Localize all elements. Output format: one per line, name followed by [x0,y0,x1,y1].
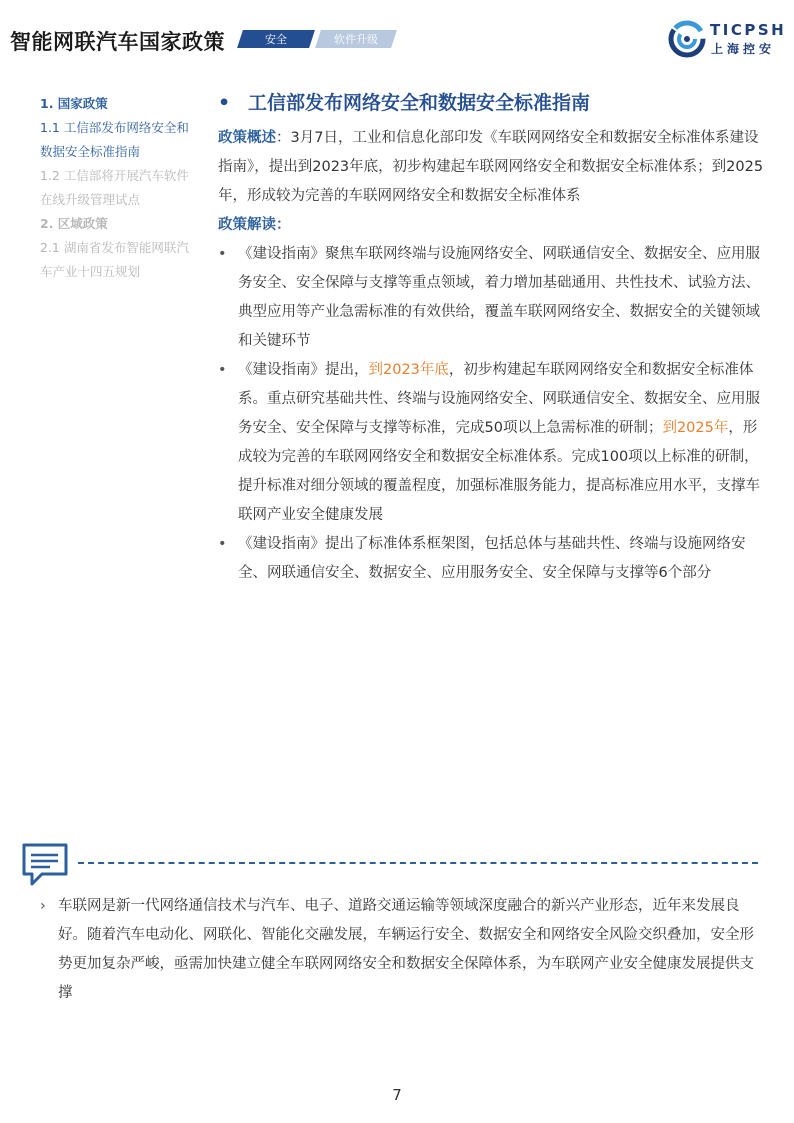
toc-item-2-1-cont[interactable]: 车产业十四五规划 [40,264,141,279]
heading-bullet: • [218,92,231,114]
toc-item-1-2-cont[interactable]: 在线升级管理试点 [40,192,141,207]
toc-item-regional-policy[interactable]: 2. 区域政策 [40,216,108,231]
toc-item-national-policy[interactable]: 1. 国家政策 [40,96,108,111]
interpret-label: 政策解读 [218,217,276,233]
toc-item-1-1[interactable]: 1.1 工信部发布网络安全和 [40,120,189,135]
bullet-3-text: 《建设指南》提出了标准体系框架图，包括总体与基础共性、终端与设施网络安全、网联通信安全、数据安全、应用服务安全、安全保障与支撑等6个部分 [238,536,746,581]
tab-software-upgrade-label: 软件升级 [334,33,378,46]
summary-note [40,892,760,1008]
bullet-2-part-1: 《建设指南》提出， [238,362,369,378]
section-title-text: 工信部发布网络安全和数据安全标准指南 [248,92,591,114]
bullet-1-text: 《建设指南》聚焦车联网终端与设施网络安全、网联通信安全、数据安全、应用服务安全、安全保障与支撑等重点领域，着力增加基础通用、共性技术、试验方法、典型应用等产业急需标准的有效供给，覆盖车联网网络安全、数据安全的关键领域和关键环节 [238,246,760,349]
list-item [218,240,766,356]
page-header [0,0,794,80]
interpret-colon: ： [276,217,291,233]
table-of-contents [40,92,200,284]
overview-text: ：3月7日，工业和信息化部印发《车联网网络安全和数据安全标准体系建设指南》，提出到2023年底，初步构建起车联网网络安全和数据安全标准体系；到2025年，形成较为完善的车联网网络安全和数据安全标准体系 [218,130,764,204]
policy-interpretation-heading [218,211,766,240]
overview-label: 政策概述 [218,130,276,146]
interpretation-list [218,240,766,588]
bullet-2-part-3: ，形成较为完善的车联网网络安全和数据安全标准体系。完成100项以上标准的研制，提升标准对细分领域的覆盖程度，加强标准服务能力，提高标准应用水平，支撑车联网产业安全健康发展 [238,420,760,523]
toc-item-1-2[interactable]: 1.2 工信部将开展汽车软件 [40,168,189,183]
chevron-right-icon: › [40,898,46,914]
logo-text-cn: 上海控安 [711,42,776,56]
list-item [218,530,766,588]
list-item [218,356,766,530]
tab-security-label: 安全 [265,33,287,46]
tic-logo-icon [668,20,706,58]
highlight-2023: 到2023年底 [368,362,449,378]
document-title: 智能网联汽车国家政策 [10,30,225,54]
toc-item-1-1-cont[interactable]: 数据安全标准指南 [40,144,141,159]
tab-security[interactable] [237,30,315,48]
main-content [218,88,766,588]
toc-item-2-1[interactable]: 2.1 湖南省发布智能网联汽 [40,240,189,255]
tab-software-upgrade[interactable] [315,30,397,48]
summary-note-text: 车联网是新一代网络通信技术与汽车、电子、道路交通运输等领域深度融合的新兴产业形态，近年来发展良好。随着汽车电动化、网联化、智能化交融发展，车辆运行安全、数据安全和网络安全风险交织叠加，安全形势更加复杂严峻，亟需加快建立健全车联网网络安全和数据安全保障体系，为车联网产业安全健康发展提供支撑 [58,898,754,1001]
section-heading [218,88,766,118]
highlight-2025: 到2025年 [662,420,729,436]
policy-overview [218,124,766,211]
message-icon [20,842,70,888]
bullet-2-part-2: ，初步构建起车联网网络安全和数据安全标准体系。重点研究基础共性、终端与设施网络安全、网联通信安全、数据安全、应用服务安全、安全保障与支撑等标准，完成50项以上急需标准的研制； [238,362,760,436]
logo-text-en: TICPSH [710,21,787,39]
company-logo [668,20,788,60]
dashed-divider [78,862,758,864]
page-number: 7 [392,1086,402,1104]
